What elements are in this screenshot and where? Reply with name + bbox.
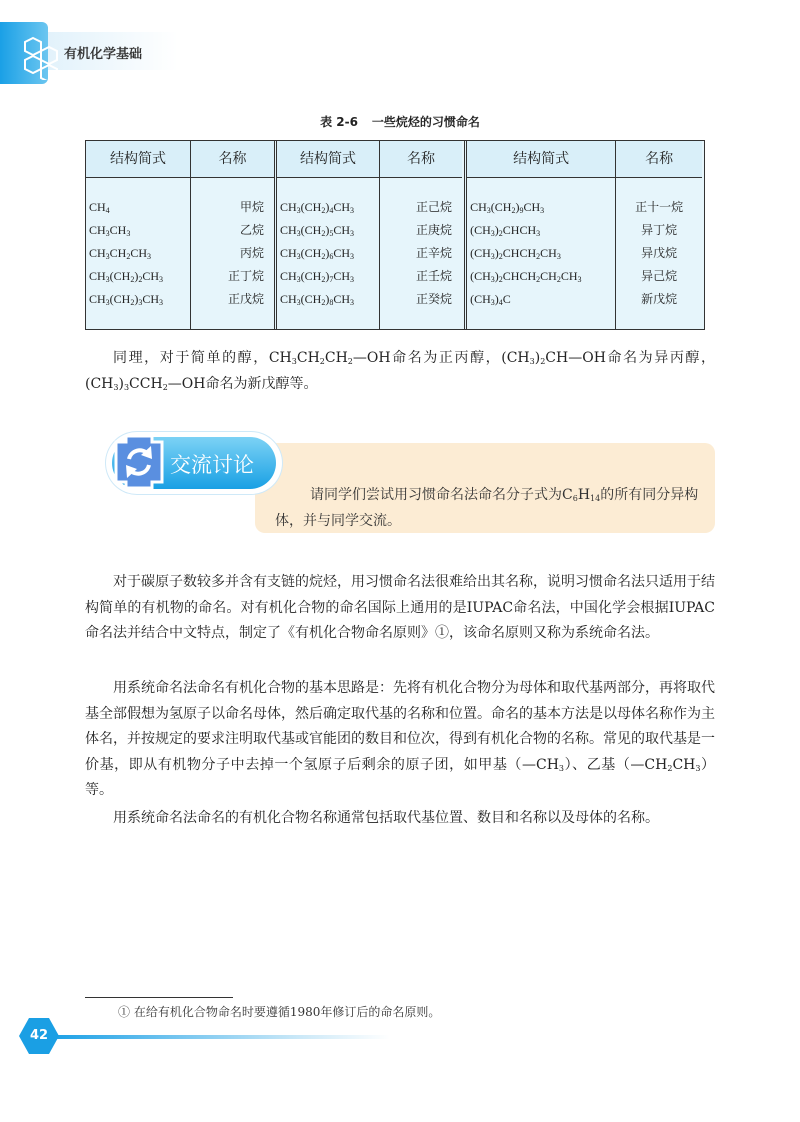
formula-cell: $CH_3(CH_2)_9CH_3$	[470, 200, 545, 215]
discussion-text: 请同学们尝试用习惯命名法命名分子式为$C_6H_{14}$的所有同分异构体，并与同学交流。	[275, 487, 699, 529]
hexagon-logo-icon	[18, 36, 70, 80]
name-cell: 异己烷	[641, 269, 678, 283]
table-group-3	[464, 141, 705, 329]
name-cell: 丙烷	[239, 246, 264, 260]
name-cell: 甲烷	[239, 200, 264, 214]
table-group-1	[85, 141, 274, 329]
formula-cell: $CH_3(CH_2)_4CH_3$	[280, 200, 355, 215]
header-formula: 结构简式	[86, 141, 190, 178]
formula-cell: $CH_4$	[89, 200, 110, 215]
table-group-2	[274, 141, 464, 329]
exchange-arrows-icon	[110, 432, 168, 492]
discussion-title: 交流讨论	[170, 453, 254, 477]
body-paragraph-2: 用系统命名法命名有机化合物的基本思路是：先将有机化合物分为母体和取代基两部分，再将取代基全部假想为氢原子以命名母体，然后确定取代基的名称和位置。命名的基本方法是以母体名称作为主体名，并按规定的要求注明取代基或官能团的数目和位次，得到有机化合物的名称。常见的取代基是一价基，即从有机物分子中去掉一个氢原子后剩余的原子团，如甲基$(—CH_3)$、乙基$(—CH_2CH_3)$等。	[85, 680, 716, 798]
name-cell: 正癸烷	[415, 292, 452, 306]
formula-cell: $CH_3(CH_2)_3CH_3$	[89, 292, 164, 307]
formula-cell: $CH_3(CH_2)_6CH_3$	[280, 246, 355, 261]
formula-cell: $(CH_3)_2CHCH_2CH_3$	[470, 246, 561, 261]
name-cell: 乙烷	[239, 223, 264, 237]
name-cell: 正庚烷	[415, 223, 452, 237]
name-cell: 正戊烷	[227, 292, 264, 306]
formula-cell: $CH_3CH_3$	[89, 223, 131, 238]
name-cell: 正辛烷	[415, 246, 452, 260]
name-cell: 正十一烷	[635, 200, 684, 214]
footnote-rule	[85, 997, 233, 998]
formula-cell: $(CH_3)_2CHCH_2CH_2CH_3$	[470, 269, 582, 284]
name-cell: 正丁烷	[227, 269, 264, 283]
header-name: 名称	[380, 141, 462, 178]
table-caption	[0, 113, 800, 130]
footnote: ① 在给有机化合物命名时要遵循1980年修订后的命名原则。	[118, 1005, 441, 1019]
formula-cell: $CH_3(CH_2)_2CH_3$	[89, 269, 164, 284]
name-cell: 异戊烷	[641, 246, 678, 260]
formula-cell: $CH_3(CH_2)_7CH_3$	[280, 269, 355, 284]
book-title: 有机化学基础	[64, 47, 143, 62]
header-name: 名称	[616, 141, 702, 178]
formula-cell: $CH_3(CH_2)_5CH_3$	[280, 223, 355, 238]
page-number: 42	[29, 1028, 49, 1043]
body-paragraph-1: 对于碳原子数较多并含有支链的烷烃，用习惯命名法很难给出其名称，说明习惯命名法只适用于结构简单的有机物的命名。对有机化合物的命名国际上通用的是IUPAC命名法，中国化学会根据IUPAC命名法并结合中文特点，制定了《有机化合物命名原则》①，该命名原则又称为系统命名法。	[85, 574, 715, 641]
formula-cell: $(CH_3)_4C$	[470, 292, 511, 307]
formula-cell: $CH_3(CH_2)_8CH_3$	[280, 292, 355, 307]
name-cell: 异丁烷	[641, 223, 678, 237]
name-cell: 正己烷	[415, 200, 452, 214]
table-caption-number: 表 2-6	[320, 115, 358, 129]
alcohol-naming-paragraph: 同理，对于简单的醇，$CH_3CH_2CH_2—OH$命名为正丙醇，$(CH_3)_2CH—OH$命名为异丙醇，$(CH_3)_3CCH_2—OH$命名为新戊醇等。	[85, 350, 715, 392]
formula-cell: $CH_3CH_2CH_3$	[89, 246, 152, 261]
header-formula: 结构简式	[277, 141, 379, 178]
name-cell: 新戊烷	[641, 292, 678, 306]
table-caption-title: 一些烷烃的习惯命名	[371, 115, 480, 129]
header-formula: 结构简式	[467, 141, 615, 178]
formula-cell: $(CH_3)_2CHCH_3$	[470, 223, 541, 238]
footer-line	[50, 1035, 390, 1039]
header-name: 名称	[191, 141, 274, 178]
alkane-names-table	[85, 140, 705, 330]
body-paragraph-3: 用系统命名法命名的有机化合物名称通常包括取代基位置、数目和名称以及母体的名称。	[113, 810, 659, 826]
name-cell: 正壬烷	[415, 269, 452, 283]
